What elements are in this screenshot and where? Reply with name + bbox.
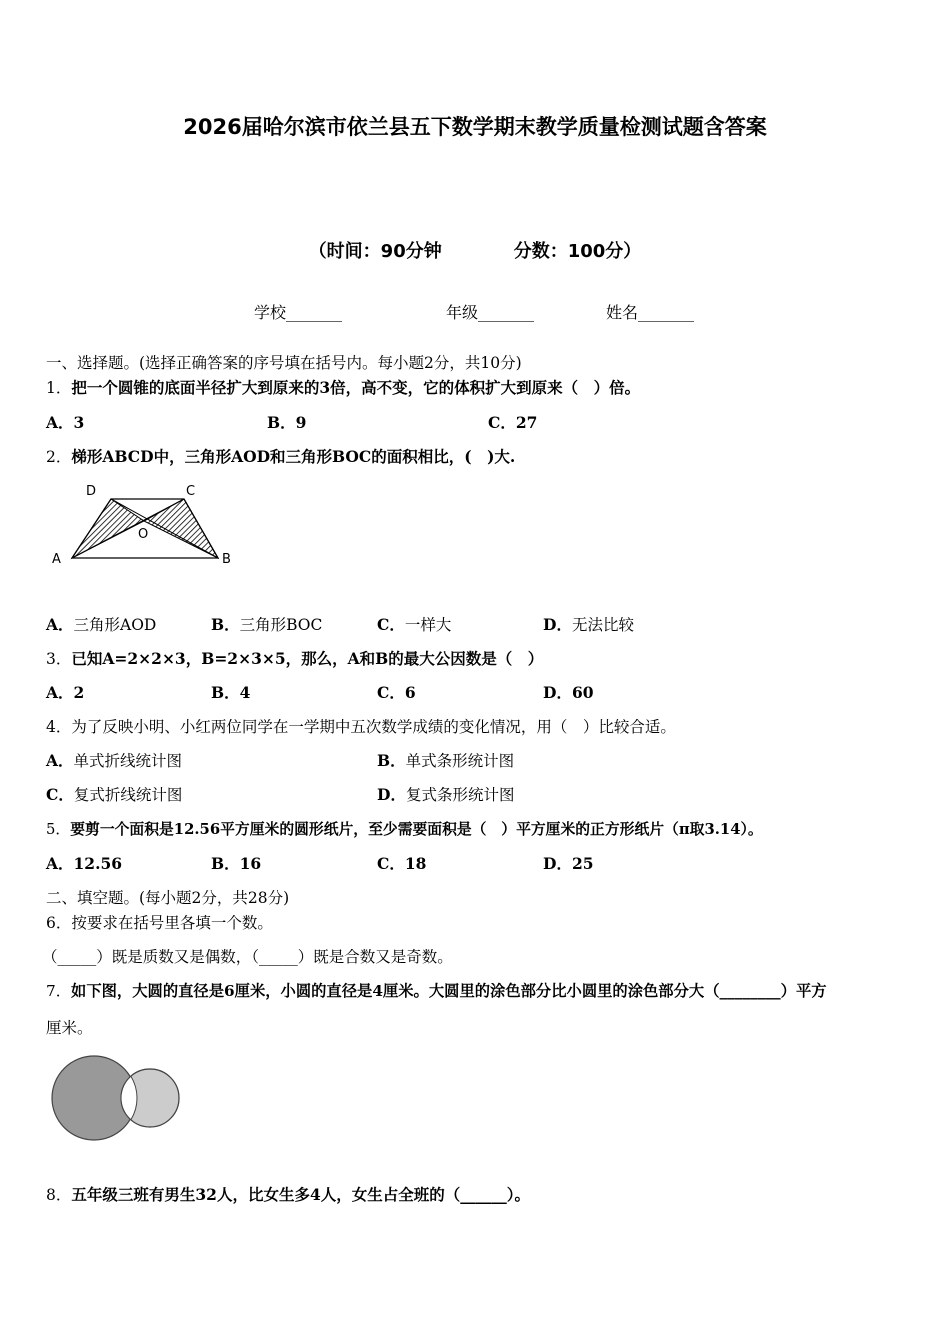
question-4-number: 4．	[46, 718, 72, 736]
q4-option-d-letter: D．	[377, 785, 406, 804]
q2-option-b[interactable]	[211, 613, 322, 635]
label-b: B	[222, 552, 231, 567]
q2-option-d-text: 无法比较	[571, 616, 634, 634]
q2-option-c-letter: C．	[377, 615, 405, 634]
q1-option-a[interactable]: A．3	[46, 413, 85, 432]
q5-option-a[interactable]: A．12.56	[46, 854, 123, 873]
question-1	[46, 376, 640, 398]
q2-option-c[interactable]	[377, 613, 451, 635]
question-4	[46, 715, 676, 737]
q4-option-a[interactable]	[46, 749, 182, 771]
exam-score: 分数：100分）	[513, 241, 642, 262]
q4-option-d-text: 复式条形统计图	[405, 786, 515, 804]
label-a: A	[52, 552, 61, 567]
q5-option-c[interactable]: C．18	[377, 854, 427, 873]
q4-option-c[interactable]	[46, 783, 182, 805]
q2-option-a-text: 三角形AOD	[73, 616, 157, 634]
q2-option-a-letter: A．	[46, 615, 74, 634]
exam-meta	[0, 237, 950, 263]
q2-option-d-letter: D．	[543, 615, 572, 634]
question-5	[46, 818, 763, 839]
section-2-heading: 二、填空题。(每小题2分，共28分)	[46, 889, 290, 907]
question-5-text: 要剪一个面积是12.56平方厘米的圆形纸片，至少需要面积是（ ）平方厘米的正方形纸片（π取3.14）。	[70, 821, 763, 838]
question-7-text: 如下图，大圆的直径是6厘米，小圆的直径是4厘米。大圆里的涂色部分比小圆里的涂色部分大（________）平方	[71, 982, 827, 1000]
question-7	[46, 979, 827, 1001]
section-1-heading: 一、选择题。(选择正确答案的序号填在括号内。每小题2分，共10分)	[46, 354, 522, 372]
question-4-text: 为了反映小明、小红两位同学在一学期中五次数学成绩的变化情况，用（ ）比较合适。	[71, 718, 676, 736]
q3-option-a[interactable]: A．2	[46, 683, 85, 702]
q3-option-b[interactable]: B．4	[211, 683, 251, 702]
question-3-text: 已知A=2×2×3，B=2×3×5，那么，A和B的最大公因数是（ ）	[71, 649, 544, 668]
question-6	[46, 911, 273, 933]
grade-field[interactable]: 年级_______	[446, 303, 535, 322]
circles-figure	[46, 1048, 186, 1148]
q2-option-d[interactable]	[543, 613, 634, 635]
triangle-aod	[72, 499, 144, 558]
q5-option-d[interactable]: D．25	[543, 854, 594, 873]
school-field[interactable]: 学校_______	[254, 303, 343, 322]
question-2-number: 2．	[46, 448, 72, 466]
q2-option-b-text: 三角形BOC	[239, 616, 323, 634]
question-3	[46, 647, 543, 669]
q2-option-c-text: 一样大	[404, 616, 452, 634]
question-6-text: 按要求在括号里各填一个数。	[71, 914, 273, 932]
q4-option-b-letter: B．	[377, 751, 406, 770]
document-title: 2026届哈尔滨市依兰县五下数学期末教学质量检测试题含答案	[183, 115, 767, 139]
question-3-number: 3．	[46, 650, 72, 668]
q4-option-c-letter: C．	[46, 785, 74, 804]
question-2	[46, 445, 515, 467]
question-1-number: 1．	[46, 379, 72, 397]
q5-option-b[interactable]: B．16	[211, 854, 262, 873]
triangle-boc	[144, 499, 218, 558]
question-6-number: 6．	[46, 914, 72, 932]
question-2-text: 梯形ABCD中，三角形AOD和三角形BOC的面积相比，( )大.	[71, 447, 516, 466]
question-6-blanks[interactable]: （_____）既是质数又是偶数，（_____）既是合数又是奇数。	[42, 948, 453, 966]
q3-option-c[interactable]: C．6	[377, 683, 416, 702]
q2-option-b-letter: B．	[211, 615, 240, 634]
label-o: O	[138, 527, 149, 542]
question-8	[46, 1183, 530, 1205]
q4-option-c-text: 复式折线统计图	[73, 786, 183, 804]
trapezoid-figure	[40, 478, 250, 578]
name-field[interactable]: 姓名_______	[606, 303, 695, 322]
label-c: C	[186, 484, 196, 499]
question-7-number: 7．	[46, 982, 72, 1000]
question-7-continuation: 厘米。	[46, 1019, 93, 1037]
q4-option-b-text: 单式条形统计图	[405, 752, 515, 770]
q4-option-a-letter: A．	[46, 751, 74, 770]
question-1-text: 把一个圆锥的底面半径扩大到原来的3倍，高不变，它的体积扩大到原来（ ）倍。	[71, 378, 641, 397]
q3-option-d[interactable]: D．60	[543, 683, 594, 702]
q4-option-d[interactable]	[377, 783, 514, 805]
q2-option-a[interactable]	[46, 613, 156, 635]
q1-option-c[interactable]: C．27	[488, 413, 538, 432]
q1-option-b[interactable]: B．9	[267, 413, 307, 432]
question-5-number: 5．	[46, 821, 71, 838]
label-d: D	[86, 484, 97, 499]
question-8-number: 8．	[46, 1186, 72, 1204]
q4-option-b[interactable]	[377, 749, 514, 771]
exam-time: （时间：90分钟	[308, 241, 442, 262]
q4-option-a-text: 单式折线统计图	[73, 752, 183, 770]
question-8-text: 五年级三班有男生32人，比女生多4人，女生占全班的（______）。	[71, 1185, 530, 1204]
